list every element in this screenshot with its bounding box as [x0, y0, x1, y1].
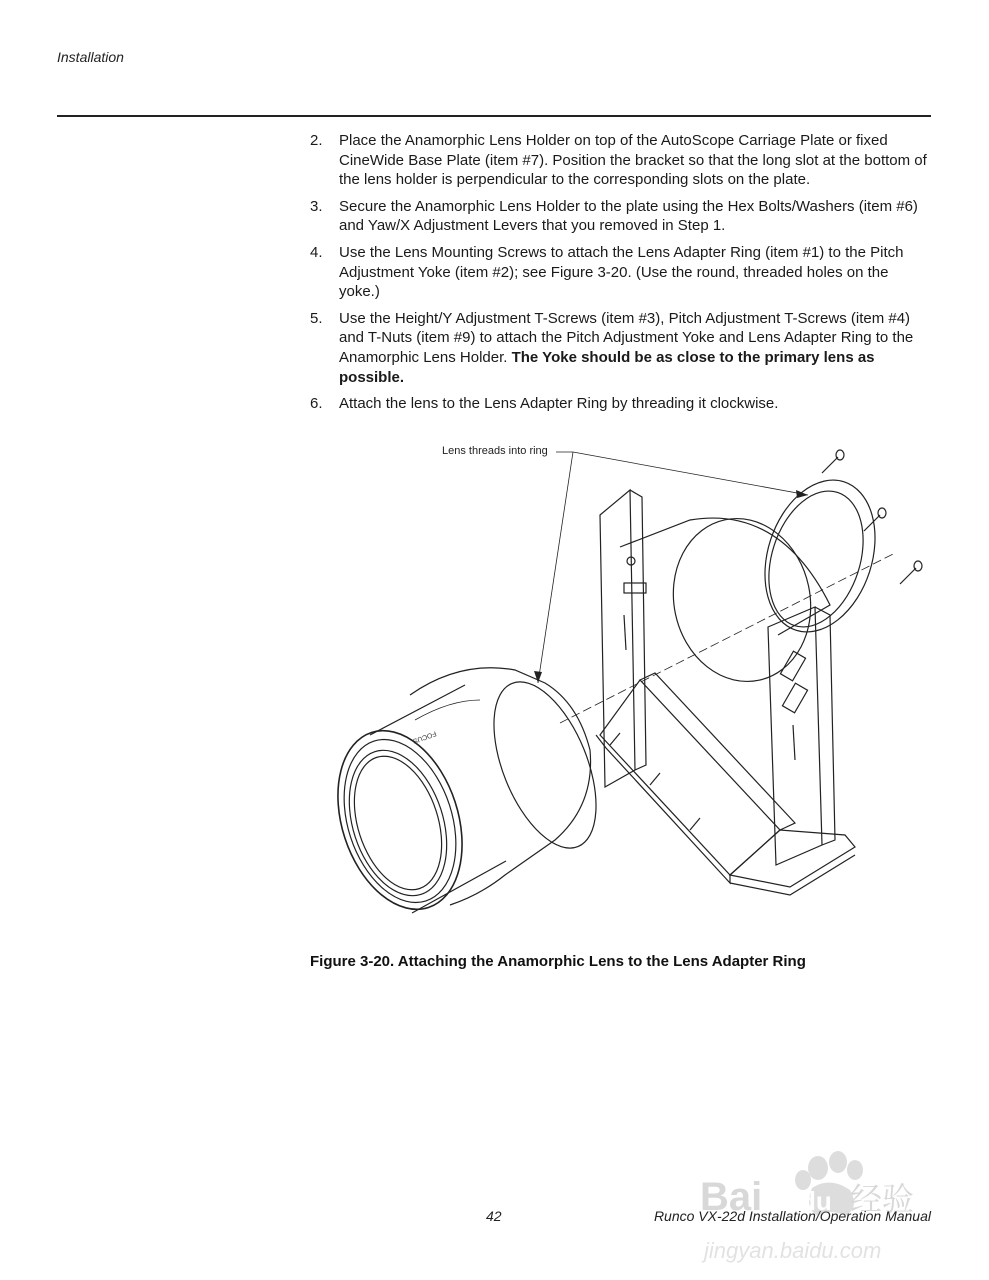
step-text-container — [339, 309, 932, 387]
callout-arrowhead — [796, 490, 808, 498]
step-item — [310, 309, 932, 387]
header-rule — [57, 115, 931, 117]
step-item — [310, 394, 932, 414]
center-axis-line — [560, 553, 895, 723]
callout-leader — [538, 452, 573, 683]
lens-assembly-illustration — [310, 435, 932, 935]
watermark-brand: Bai — [700, 1175, 763, 1219]
pitch-adjustment-yoke — [600, 490, 835, 865]
step-number: 2. — [310, 132, 323, 149]
lens-focus-marking: FOCUS — [411, 729, 438, 745]
paw-icon — [700, 1128, 936, 1268]
step-number: 5. — [310, 309, 323, 327]
step-item — [310, 197, 932, 236]
figure-caption: Figure 3-20. Attaching the Anamorphic Lens to the Lens Adapter Ring — [310, 953, 806, 970]
mounting-screw — [822, 450, 844, 473]
step-text: Attach the lens to the Lens Adapter Ring by threading it clockwise. — [339, 395, 779, 413]
step-number: 4. — [310, 243, 323, 261]
step-text: Place the Anamorphic Lens Holder on top of the AutoScope Carriage Plate or fixed CineWide Base Plate (item #7). Position the bracket so that the long slot at the bottom of the lens holder is perpendicular to the corresponding slots on the plate. — [339, 132, 927, 189]
figure-callout-label: Lens threads into ring — [442, 445, 548, 457]
callout-leader — [573, 452, 808, 495]
step-text: Use the Height/Y Adjustment T-Screws (item #3), Pitch Adjustment T-Screws (item #4) and T-Nuts (item #9) to attach the Pitch Adjustment Yoke and Lens Adapter Ring to the Anamorphic Lens Holder. — [339, 309, 914, 366]
anamorphic-lens — [316, 668, 616, 926]
watermark-url: jingyan.baidu.com — [704, 1238, 882, 1263]
lens-assembly-figure — [310, 435, 932, 935]
anamorphic-lens-holder — [596, 673, 855, 895]
instruction-steps — [310, 131, 932, 421]
step-item — [310, 131, 932, 190]
watermark-cn: 经验 — [850, 1180, 915, 1218]
lens-adapter-ring — [746, 466, 893, 647]
step-item — [310, 243, 932, 302]
step-number: 3. — [310, 197, 323, 215]
running-header-section: Installation — [57, 49, 124, 65]
baidu-watermark-logo — [700, 1128, 936, 1268]
page-number: 42 — [486, 1208, 502, 1224]
manual-title: Runco VX-22d Installation/Operation Manual — [653, 1208, 931, 1224]
step-text: Secure the Anamorphic Lens Holder to the plate using the Hex Bolts/Washers (item #6) and Yaw/X Adjustment Levers that you removed in Step 1. — [339, 197, 918, 235]
mounting-screw — [900, 561, 922, 584]
step-number: 6. — [310, 395, 323, 413]
watermark-brand2: du — [800, 1186, 832, 1216]
step-emphasis: The Yoke should be as close to the primary lens as possible. — [339, 348, 875, 386]
step-text: Use the Lens Mounting Screws to attach the Lens Adapter Ring (item #1) to the Pitch Adjustment Yoke (item #2); see Figure 3-20. (Use the round, threaded holes on the yoke.) — [339, 243, 904, 301]
